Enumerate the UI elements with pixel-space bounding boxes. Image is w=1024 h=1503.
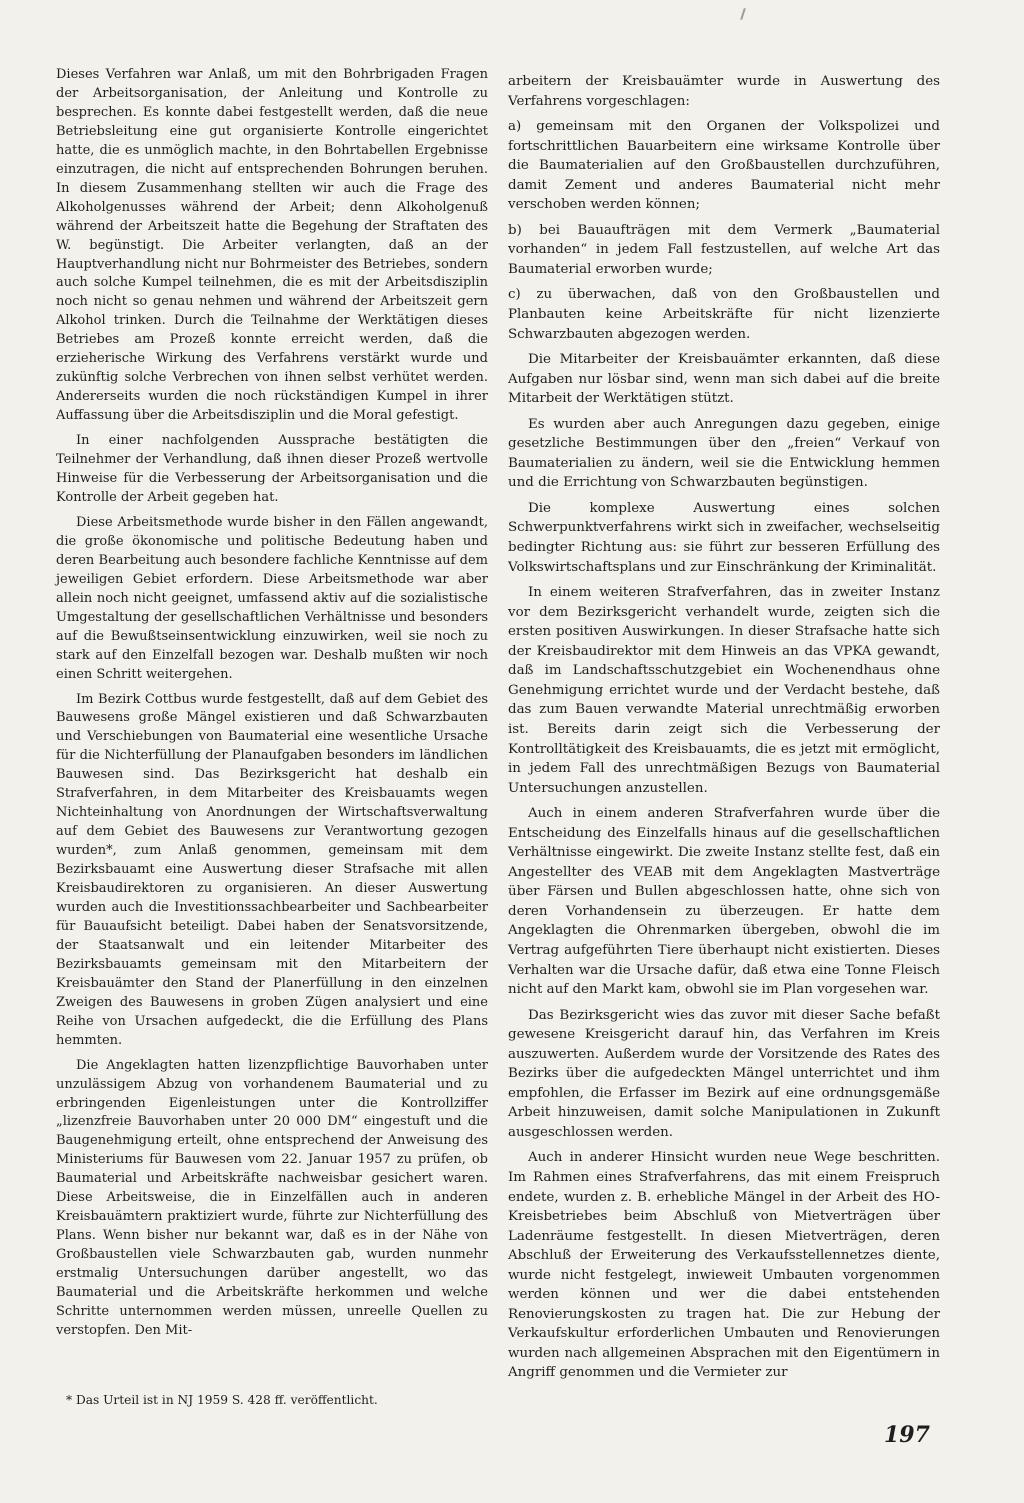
paragraph: Diese Arbeitsmethode wurde bisher in den Fällen angewandt, die große ökonomische und politische Bedeutung haben und deren Bearbeitung auch besondere fachliche Kenntnisse auf dem jeweiligen Gebiet erfordern. Diese Arbeitsmethode war aber allein noch nicht geeignet, umfassend aktiv auf die sozialistische Umgestaltung der gesellschaftlichen Verhältnisse und besonders auf die Bewußtseinsentwicklung einzuwirken, weil sie noch zu stark auf den Einzelfall bezogen war. Deshalb mußten wir noch einen Schritt weitergehen. xyxy=(56,514,488,682)
paragraph: In einem weiteren Strafverfahren, das in zweiter Instanz vor dem Bezirksgericht verhandelt wurde, zeigten sich die ersten positiven Auswirkungen. In dieser Strafsache hatte sich der Kreisbaudirektor mit dem Hinweis an das VPKA gewandt, daß im Landschaftsschutzgebiet ein Wochenendhaus ohne Genehmigung errichtet wurde und der Verdacht bestehe, daß das zum Bauen verwandte Material unrechtmäßig erworben ist. Bereits darin zeigt sich die Verbesserung der Kontrolltätigkeit des Kreisbauamts, die es jetzt mit ermöglicht, in jedem Fall des unrechtmäßigen Bezugs von Baumaterial Untersuchungen anzustellen. xyxy=(508,585,940,796)
paragraph: Das Bezirksgericht wies das zuvor mit dieser Sache befaßt gewesene Kreisgericht darauf hin, das Verfahren im Kreis auszuwerten. Außerdem wurde der Vorsitzende des Rates des Bezirks über die aufgedeckten Mängel unterrichtet und ihm empfohlen, die Erfasser im Bezirk auf eine ordnungsgemäße Arbeit hinzuweisen, damit solche Manipulationen in Zukunft ausgeschlossen werden. xyxy=(508,1007,940,1140)
list-item: c) zu überwachen, daß von den Großbaustellen und Planbauten keine Arbeitskräfte für nicht lizenzierte Schwarzbauten abgezogen werden. xyxy=(508,287,940,342)
paragraph: Dieses Verfahren war Anlaß, um mit den Bohrbrigaden Fragen der Arbeitsorganisation, der Anleitung und Kontrolle zu besprechen. Es konnte dabei festgestellt werden, daß die neue Betriebsleitung eine gut organisierte Kontrolle eingerichtet hatte, die es unmöglich machte, in den Bohrtabellen Ergebnisse einzutragen, die nicht auf entsprechenden Bohrungen beruhen. In diesem Zusammenhang stellten wir auch die Frage des Alkoholgenusses während der Arbeit; denn Alkoholgenuß während der Arbeitszeit hatte die Begehung der Straftaten des W. begünstigt. Die Arbeiter verlangten, daß an der Hauptverhandlung nicht nur Bohrmeister des Betriebes, sondern auch solche Kumpel teilnehmen, die es mit der Arbeitsdisziplin noch nicht so genau nehmen und während der Arbeitszeit gern Alkohol trinken. Durch die Teilnahme der Werktätigen dieses Betriebes am Prozeß konnte erreicht werden, daß die erzieherische Wirkung des Verfahrens verstärkt wurde und zukünftig solche Verbrechen von ihnen selbst verhütet werden. Andererseits wurden die noch rückständigen Kumpel in ihrer Auffassung über die Arbeitsdisziplin und die Moral gefestigt. xyxy=(56,67,488,424)
list-item: b) bei Bauaufträgen mit dem Vermerk „Baumaterial vorhanden“ in jedem Fall festzustellen, auf welche Art das Baumaterial erworben wurde; xyxy=(508,222,940,277)
paragraph: Es wurden aber auch Anregungen dazu gegeben, einige gesetzliche Bestimmungen über den „freien“ Verkauf von Baumaterialien zu ändern, weil sie die Entwicklung hemmen und die Errichtung von Schwarzbauten begünstigen. xyxy=(508,416,940,491)
page-number: 197 xyxy=(884,1422,930,1448)
scan-speck xyxy=(740,8,746,20)
left-column xyxy=(56,66,488,1347)
footnote: * Das Urteil ist in NJ 1959 S. 428 ff. veröffentlicht. xyxy=(66,1393,378,1407)
paragraph: arbeitern der Kreisbauämter wurde in Auswertung des Verfahrens vorgeschlagen: xyxy=(508,74,940,109)
paragraph: Die Angeklagten hatten lizenzpflichtige Bauvorhaben unter unzulässigem Abzug von vorhandenem Baumaterial und zu erbringenden Eigenleistungen unter die Kontrollziffer „lizenzfreie Bauvorhaben unter 20 000 DM“ eingestuft und die Baugenehmigung erteilt, ohne entsprechend der Anweisung des Ministeriums für Bauwesen vom 22. Januar 1957 zu prüfen, ob Baumaterial und Arbeitskräfte nachweisbar gesichert waren. Diese Arbeitsweise, die in Einzelfällen auch in anderen Kreisbauämtern praktiziert wurde, führte zur Nichterfüllung des Plans. Wenn bisher nur bekannt war, daß es in der Nähe von Großbaustellen viele Schwarzbauten gab, wurden nunmehr erstmalig Untersuchungen darüber angestellt, wo das Baumaterial und die Arbeitskräfte herkommen und welche Schritte unternommen werden müssen, unreelle Quellen zu verstopfen. Den Mit- xyxy=(56,1057,488,1338)
paragraph: Im Bezirk Cottbus wurde festgestellt, daß auf dem Gebiet des Bauwesens große Mängel existieren und daß Schwarzbauten und Verschiebungen von Baumaterial eine wesentliche Ursache für die Nichterfüllung der Planaufgaben besonders im ländlichen Bauwesen sind. Das Bezirksgericht hat deshalb ein Strafverfahren, in dem Mitarbeiter des Kreisbauamts wegen Nichteinhaltung von Anordnungen der Wirtschaftsverwaltung auf dem Gebiet des Bauwesens zur Verantwortung gezogen wurden*, zum Anlaß genommen, gemeinsam mit dem Bezirksbauamt eine Auswertung dieser Strafsache mit allen Kreisbaudirektoren zu organisieren. An dieser Auswertung wurden auch die Investitionssachbearbeiter und Sachbearbeiter für Bauaufsicht beteiligt. Dabei haben der Senatsvorsitzende, der Staatsanwalt und ein leitender Mitarbeiter des Bezirksbauamts gemeinsam mit den Mitarbeitern der Kreisbauämter den Stand der Planerfüllung in den einzelnen Zweigen des Bauwesens in groben Zügen analysiert und eine Reihe von Ursachen aufgedeckt, die die Erfüllung des Plans hemmten. xyxy=(56,691,488,1048)
paragraph: Die Mitarbeiter der Kreisbauämter erkannten, daß diese Aufgaben nur lösbar sind, wenn man sich dabei auf die breite Mitarbeit der Werktätigen stützt. xyxy=(508,352,940,407)
paragraph: Auch in anderer Hinsicht wurden neue Wege beschritten. Im Rahmen eines Strafverfahrens, das mit einem Freispruch endete, wurden z. B. erhebliche Mängel in der Arbeit des HO-Kreisbetriebes beim Abschluß von Mietverträgen über Ladenräume festgestellt. In diesen Mietverträgen, deren Abschluß der Erweiterung des Verkaufsstellennetzes diente, wurde nicht festgelegt, inwieweit Umbauten vorgenommen werden können und wer die dabei entstehenden Renovierungskosten zu tragen hat. Die zur Hebung der Verkaufskultur erforderlichen Umbauten und Renovierungen wurden nach allgemeinen Absprachen mit den Eigentümern in Angriff genommen und die Vermieter zur xyxy=(508,1150,940,1381)
paragraph: Auch in einem anderen Strafverfahren wurde über die Entscheidung des Einzelfalls hinaus auf die gesellschaftlichen Verhältnisse eingewirkt. Die zweite Instanz stellte fest, daß ein Angestellter des VEAB mit dem Angeklagten Mastverträge über Färsen und Bullen abgeschlossen hatte, ohne sich von deren Vorhandensein zu überzeugen. Er hatte dem Angeklagten die Ohrenmarken übergeben, obwohl die im Vertrag aufgeführten Tiere überhaupt nicht existierten. Dieses Verhalten war die Ursache dafür, daß etwa eine Tonne Fleisch nicht auf den Markt kam, obwohl sie im Plan vorgesehen war. xyxy=(508,806,940,998)
right-column xyxy=(508,72,940,1389)
paragraph: In einer nachfolgenden Aussprache bestätigten die Teilnehmer der Verhandlung, daß ihnen dieser Prozeß wertvolle Hinweise für die Verbesserung der Arbeitsorganisation und die Kontrolle der Arbeit gegeben hat. xyxy=(56,433,488,505)
list-item: a) gemeinsam mit den Organen der Volkspolizei und fortschrittlichen Bauarbeitern eine wirksame Kontrolle über die Baumaterialien auf den Großbaustellen durchzuführen, damit Zement und anderes Baumaterial nicht mehr verschoben werden können; xyxy=(508,119,940,213)
paragraph: Die komplexe Auswertung eines solchen Schwerpunktverfahrens wirkt sich in zweifacher, wechselseitig bedingter Richtung aus: sie führt zur besseren Erfüllung des Volkswirtschaftsplans und zur Einschränkung der Kriminalität. xyxy=(508,500,940,575)
